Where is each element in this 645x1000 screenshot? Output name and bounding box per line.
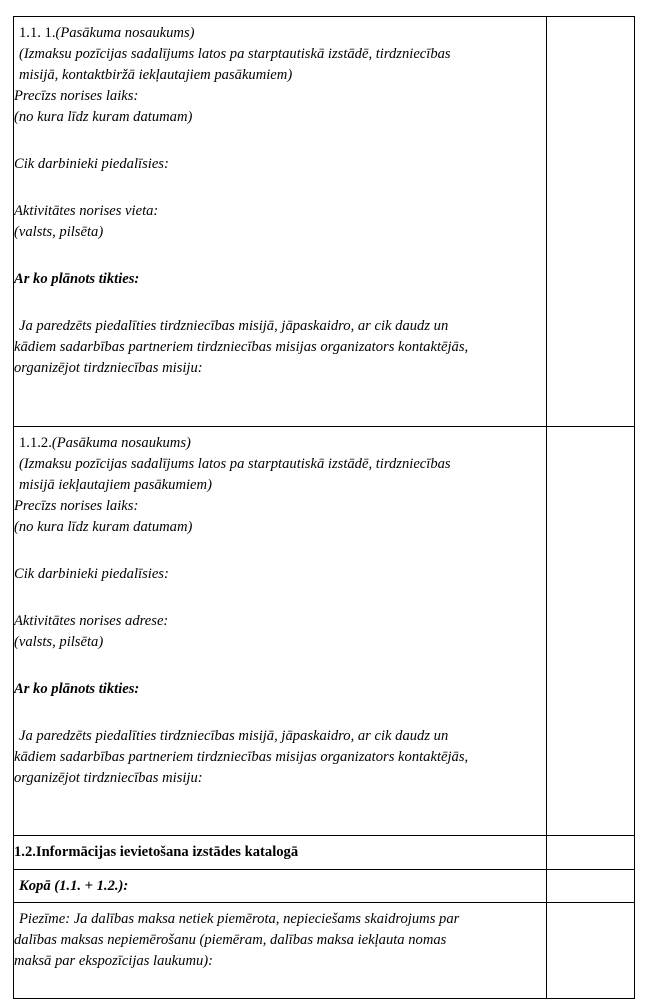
event-description: misijā iekļautajiem pasākumiem)	[19, 477, 212, 493]
place-hint: (valsts, pilsēta)	[14, 224, 104, 240]
table-row	[14, 17, 635, 427]
table-row	[14, 836, 635, 870]
table-row	[14, 870, 635, 903]
time-hint: (no kura līdz kuram datumam)	[14, 109, 193, 125]
remark-text: maksā par ekspozīcijas laukumu):	[14, 953, 214, 969]
time-hint: (no kura līdz kuram datumam)	[14, 519, 193, 535]
catalog-cell	[14, 836, 547, 870]
mission-note: Ja paredzēts piedalīties tirdzniecības misijā, jāpaskaidro, ar cik daudz un	[19, 728, 449, 744]
mission-note: Ja paredzēts piedalīties tirdzniecības misijā, jāpaskaidro, ar cik daudz un	[19, 318, 449, 334]
amount-cell	[547, 427, 635, 836]
meeting-label: Ar ko plānots tikties:	[14, 271, 140, 287]
table-row	[14, 427, 635, 836]
remark-text: dalības maksas nepiemērošanu (piemēram, dalības maksa iekļauta nomas	[14, 932, 447, 948]
event-description: (Izmaksu pozīcijas sadalījums latos pa starptautiskā izstādē, tirdzniecības	[19, 456, 451, 472]
event-heading: 1.1. 1.(Pasākuma nosaukums)	[19, 25, 195, 41]
event-heading: 1.1.2.(Pasākuma nosaukums)	[19, 435, 191, 451]
catalog-label: 1.2.Informācijas ievietošana izstādes katalogā	[14, 844, 299, 860]
mission-note: kādiem sadarbības partneriem tirdzniecības misijas organizators kontaktējās,	[14, 749, 469, 765]
place-label: Aktivitātes norises adrese:	[14, 613, 169, 629]
staff-label: Cik darbinieki piedalīsies:	[14, 566, 169, 582]
remark-text: Piezīme: Ja dalības maksa netiek piemērota, nepieciešams skaidrojums par	[19, 911, 460, 927]
staff-label: Cik darbinieki piedalīsies:	[14, 156, 169, 172]
remark-cell	[14, 903, 547, 999]
event-description: misijā, kontaktbiržā iekļautajiem pasākumiem)	[19, 67, 293, 83]
amount-cell	[547, 836, 635, 870]
table-row	[14, 903, 635, 999]
meeting-label: Ar ko plānots tikties:	[14, 681, 140, 697]
total-label: Kopā (1.1. + 1.2.):	[19, 878, 129, 894]
total-cell	[14, 870, 547, 903]
place-label: Aktivitātes norises vieta:	[14, 203, 159, 219]
event-description: (Izmaksu pozīcijas sadalījums latos pa starptautiskā izstādē, tirdzniecības	[19, 46, 451, 62]
mission-note: kādiem sadarbības partneriem tirdzniecības misijas organizators kontaktējās,	[14, 339, 469, 355]
amount-cell	[547, 870, 635, 903]
event-cell	[14, 427, 547, 836]
time-label: Precīzs norises laiks:	[14, 498, 139, 514]
mission-note: organizējot tirdzniecības misiju:	[14, 360, 203, 376]
event-cell	[14, 17, 547, 427]
amount-cell	[547, 17, 635, 427]
cost-table	[13, 16, 635, 999]
mission-note: organizējot tirdzniecības misiju:	[14, 770, 203, 786]
place-hint: (valsts, pilsēta)	[14, 634, 104, 650]
time-label: Precīzs norises laiks:	[14, 88, 139, 104]
amount-cell	[547, 903, 635, 999]
